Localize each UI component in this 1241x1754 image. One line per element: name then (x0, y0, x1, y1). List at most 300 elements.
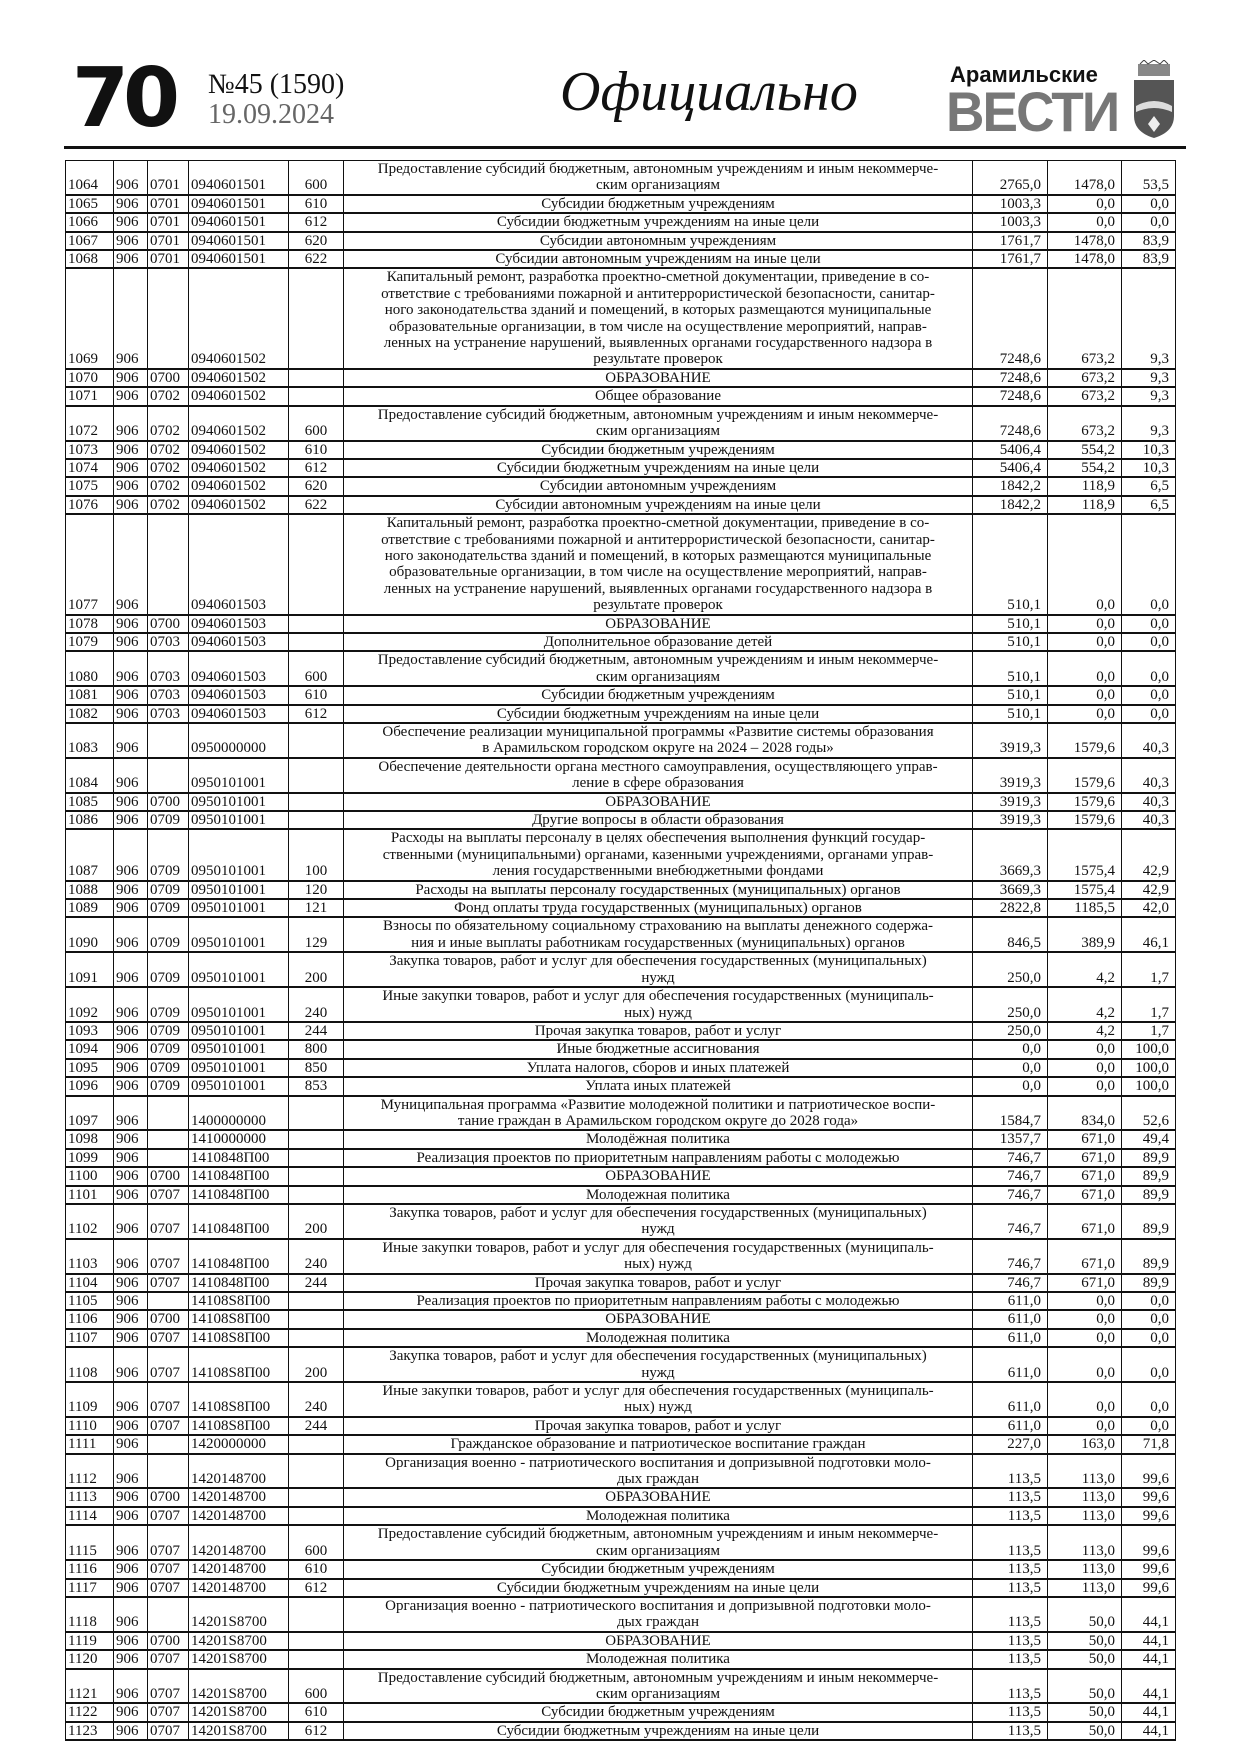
section-code: 0701 (148, 213, 189, 231)
row-number: 1107 (66, 1329, 114, 1347)
section-code (148, 1597, 189, 1632)
target-article: 0940601502 (189, 369, 289, 387)
executed-amount: 0,0 (1048, 686, 1122, 704)
description: Субсидии автономным учреждениям (344, 477, 973, 495)
plan-amount: 510,1 (973, 633, 1048, 651)
executed-amount: 113,0 (1048, 1579, 1122, 1597)
row-number: 1101 (66, 1186, 114, 1204)
target-article: 1420148700 (189, 1454, 289, 1489)
execution-percent: 0,0 (1122, 1292, 1176, 1310)
grbs-code: 906 (114, 952, 148, 987)
plan-amount: 510,1 (973, 651, 1048, 686)
table-row (66, 723, 1176, 758)
grbs-code: 906 (114, 1204, 148, 1239)
target-article: 14201S8700 (189, 1722, 289, 1740)
description: Закупка товаров, работ и услуг для обеспечения государственных (муниципальных) нужд (344, 1204, 973, 1239)
expense-type (289, 723, 344, 758)
executed-amount: 118,9 (1048, 477, 1122, 495)
section-code: 0707 (148, 1703, 189, 1721)
expense-type: 600 (289, 406, 344, 441)
section-code: 0709 (148, 1059, 189, 1077)
target-article: 1410000000 (189, 1130, 289, 1148)
execution-percent: 44,1 (1122, 1703, 1176, 1721)
grbs-code: 906 (114, 387, 148, 405)
executed-amount: 0,0 (1048, 615, 1122, 633)
target-article: 0950101001 (189, 793, 289, 811)
description: Капитальный ремонт, разработка проектно-сметной документации, приведение в со- ответствие с требованиями пожарной и антитеррористической безопасности, санитар- ного законодательства зданий и помещений, в которых размещаются муниципальные образовательные организации, в том числе на осуществление мероприятий, направ- ленных на устранение нарушений, выявленных органами государственного надзора в результате проверок (344, 514, 973, 614)
execution-percent: 53,5 (1122, 161, 1176, 195)
section-code: 0701 (148, 195, 189, 213)
grbs-code: 906 (114, 1597, 148, 1632)
execution-percent: 89,9 (1122, 1239, 1176, 1274)
execution-percent: 0,0 (1122, 1382, 1176, 1417)
table-row (66, 758, 1176, 793)
plan-amount: 611,0 (973, 1329, 1048, 1347)
executed-amount: 1478,0 (1048, 161, 1122, 195)
target-article: 1420148700 (189, 1579, 289, 1597)
expense-type: 120 (289, 881, 344, 899)
table-row (66, 1597, 1176, 1632)
table-row (66, 387, 1176, 405)
execution-percent: 0,0 (1122, 705, 1176, 723)
executed-amount: 671,0 (1048, 1130, 1122, 1148)
execution-percent: 42,9 (1122, 881, 1176, 899)
row-number: 1070 (66, 369, 114, 387)
row-number: 1095 (66, 1059, 114, 1077)
row-number: 1123 (66, 1722, 114, 1740)
target-article: 0950000000 (189, 723, 289, 758)
expense-type: 610 (289, 686, 344, 704)
description: Субсидии бюджетным учреждениям (344, 1703, 973, 1721)
execution-percent: 83,9 (1122, 250, 1176, 268)
target-article: 0940601503 (189, 633, 289, 651)
description: Организация военно - патриотического воспитания и допризывной подготовки моло- дых граждан (344, 1597, 973, 1632)
executed-amount: 0,0 (1048, 1077, 1122, 1095)
row-number: 1099 (66, 1149, 114, 1167)
description: Субсидии бюджетным учреждениям на иные цели (344, 213, 973, 231)
plan-amount: 746,7 (973, 1167, 1048, 1185)
executed-amount: 673,2 (1048, 387, 1122, 405)
description: Расходы на выплаты персоналу государственных (муниципальных) органов (344, 881, 973, 899)
row-number: 1064 (66, 161, 114, 195)
execution-percent: 89,9 (1122, 1149, 1176, 1167)
grbs-code: 906 (114, 441, 148, 459)
table-row (66, 161, 1176, 195)
section-code: 0707 (148, 1507, 189, 1525)
expense-type: 610 (289, 441, 344, 459)
plan-amount: 510,1 (973, 686, 1048, 704)
section-code: 0702 (148, 459, 189, 477)
execution-percent: 0,0 (1122, 195, 1176, 213)
issue-number: №45 (1590) (208, 69, 345, 100)
table-row (66, 1488, 1176, 1506)
description: Молодежная политика (344, 1186, 973, 1204)
executed-amount: 113,0 (1048, 1507, 1122, 1525)
grbs-code: 906 (114, 987, 148, 1022)
execution-percent: 0,0 (1122, 1417, 1176, 1435)
executed-amount: 0,0 (1048, 651, 1122, 686)
target-article: 0950101001 (189, 899, 289, 917)
grbs-code: 906 (114, 811, 148, 829)
description: Прочая закупка товаров, работ и услуг (344, 1274, 973, 1292)
expense-type: 121 (289, 899, 344, 917)
grbs-code: 906 (114, 406, 148, 441)
section-code: 0707 (148, 1560, 189, 1578)
expense-type (289, 633, 344, 651)
grbs-code: 906 (114, 686, 148, 704)
description: Прочая закупка товаров, работ и услуг (344, 1022, 973, 1040)
execution-percent: 46,1 (1122, 917, 1176, 952)
row-number: 1106 (66, 1310, 114, 1328)
target-article: 0940601501 (189, 213, 289, 231)
description: Уплата налогов, сборов и иных платежей (344, 1059, 973, 1077)
grbs-code: 906 (114, 1703, 148, 1721)
plan-amount: 7248,6 (973, 268, 1048, 368)
row-number: 1084 (66, 758, 114, 793)
description: Фонд оплаты труда государственных (муниципальных) органов (344, 899, 973, 917)
description: Субсидии автономным учреждениям на иные цели (344, 496, 973, 514)
section-code: 0700 (148, 369, 189, 387)
plan-amount: 5406,4 (973, 441, 1048, 459)
table-row (66, 1292, 1176, 1310)
executed-amount: 673,2 (1048, 369, 1122, 387)
executed-amount: 0,0 (1048, 1417, 1122, 1435)
table-row (66, 268, 1176, 368)
executed-amount: 0,0 (1048, 1059, 1122, 1077)
description: Гражданское образование и патриотическое воспитание граждан (344, 1435, 973, 1453)
executed-amount: 671,0 (1048, 1149, 1122, 1167)
table-row (66, 213, 1176, 231)
section-code: 0700 (148, 1167, 189, 1185)
target-article: 0940601503 (189, 514, 289, 614)
section-code: 0701 (148, 232, 189, 250)
table-row (66, 881, 1176, 899)
description: ОБРАЗОВАНИЕ (344, 369, 973, 387)
execution-percent: 89,9 (1122, 1186, 1176, 1204)
description: Предоставление субсидий бюджетным, автономным учреждениям и иным некоммерче- ским организациям (344, 1669, 973, 1704)
grbs-code: 906 (114, 651, 148, 686)
row-number: 1108 (66, 1347, 114, 1382)
description: ОБРАЗОВАНИЕ (344, 1632, 973, 1650)
expense-type (289, 1507, 344, 1525)
executed-amount: 671,0 (1048, 1167, 1122, 1185)
row-number: 1097 (66, 1096, 114, 1131)
table-row (66, 232, 1176, 250)
expense-type (289, 615, 344, 633)
executed-amount: 671,0 (1048, 1239, 1122, 1274)
section-code (148, 1149, 189, 1167)
expense-type: 244 (289, 1417, 344, 1435)
section-code: 0709 (148, 987, 189, 1022)
plan-amount: 3919,3 (973, 811, 1048, 829)
row-number: 1113 (66, 1488, 114, 1506)
target-article: 1400000000 (189, 1096, 289, 1131)
row-number: 1087 (66, 829, 114, 880)
executed-amount: 50,0 (1048, 1669, 1122, 1704)
expense-type (289, 793, 344, 811)
plan-amount: 3919,3 (973, 758, 1048, 793)
execution-percent: 100,0 (1122, 1077, 1176, 1095)
execution-percent: 0,0 (1122, 1310, 1176, 1328)
plan-amount: 746,7 (973, 1149, 1048, 1167)
description: Иные закупки товаров, работ и услуг для обеспечения государственных (муниципаль- ных) нужд (344, 1239, 973, 1274)
expense-type (289, 758, 344, 793)
plan-amount: 1003,3 (973, 195, 1048, 213)
executed-amount: 1579,6 (1048, 811, 1122, 829)
expense-type: 129 (289, 917, 344, 952)
description: Предоставление субсидий бюджетным, автономным учреждениям и иным некоммерче- ским организациям (344, 406, 973, 441)
plan-amount: 3919,3 (973, 723, 1048, 758)
row-number: 1103 (66, 1239, 114, 1274)
grbs-code: 906 (114, 213, 148, 231)
execution-percent: 0,0 (1122, 651, 1176, 686)
plan-amount: 250,0 (973, 987, 1048, 1022)
execution-percent: 40,3 (1122, 758, 1176, 793)
table-row (66, 1579, 1176, 1597)
table-row (66, 1204, 1176, 1239)
table-row (66, 1669, 1176, 1704)
description: Субсидии бюджетным учреждениям (344, 441, 973, 459)
section-code: 0709 (148, 1022, 189, 1040)
description: Предоставление субсидий бюджетным, автономным учреждениям и иным некоммерче- ским организациям (344, 651, 973, 686)
row-number: 1074 (66, 459, 114, 477)
plan-amount: 0,0 (973, 1059, 1048, 1077)
grbs-code: 906 (114, 1525, 148, 1560)
row-number: 1117 (66, 1579, 114, 1597)
execution-percent: 99,6 (1122, 1525, 1176, 1560)
section-title: Официально (560, 61, 858, 123)
description: Субсидии бюджетным учреждениям на иные цели (344, 1722, 973, 1740)
table-row (66, 1096, 1176, 1131)
expense-type: 600 (289, 1669, 344, 1704)
grbs-code: 906 (114, 615, 148, 633)
plan-amount: 113,5 (973, 1650, 1048, 1668)
grbs-code: 906 (114, 1239, 148, 1274)
expense-type (289, 1488, 344, 1506)
execution-percent: 0,0 (1122, 1347, 1176, 1382)
table-row (66, 1239, 1176, 1274)
executed-amount: 1478,0 (1048, 250, 1122, 268)
target-article: 0940601503 (189, 615, 289, 633)
table-row (66, 477, 1176, 495)
row-number: 1078 (66, 615, 114, 633)
execution-percent: 71,8 (1122, 1435, 1176, 1453)
section-code: 0703 (148, 651, 189, 686)
section-code: 0700 (148, 1632, 189, 1650)
executed-amount: 673,2 (1048, 406, 1122, 441)
executed-amount: 0,0 (1048, 1292, 1122, 1310)
grbs-code: 906 (114, 250, 148, 268)
section-code: 0709 (148, 899, 189, 917)
plan-amount: 113,5 (973, 1722, 1048, 1740)
expense-type (289, 1310, 344, 1328)
target-article: 0940601503 (189, 651, 289, 686)
table-row (66, 793, 1176, 811)
description: ОБРАЗОВАНИЕ (344, 1167, 973, 1185)
grbs-code: 906 (114, 1167, 148, 1185)
target-article: 14201S8700 (189, 1597, 289, 1632)
expense-type (289, 1454, 344, 1489)
executed-amount: 1575,4 (1048, 829, 1122, 880)
plan-amount: 746,7 (973, 1274, 1048, 1292)
grbs-code: 906 (114, 1454, 148, 1489)
description: Прочая закупка товаров, работ и услуг (344, 1417, 973, 1435)
expense-type (289, 1329, 344, 1347)
executed-amount: 0,0 (1048, 1040, 1122, 1058)
execution-percent: 44,1 (1122, 1597, 1176, 1632)
description: ОБРАЗОВАНИЕ (344, 1310, 973, 1328)
plan-amount: 611,0 (973, 1347, 1048, 1382)
grbs-code: 906 (114, 1579, 148, 1597)
section-code: 0707 (148, 1417, 189, 1435)
row-number: 1111 (66, 1435, 114, 1453)
section-code: 0707 (148, 1239, 189, 1274)
plan-amount: 1584,7 (973, 1096, 1048, 1131)
description: Субсидии автономным учреждениям на иные цели (344, 250, 973, 268)
target-article: 1410848П00 (189, 1204, 289, 1239)
description: Обеспечение реализации муниципальной программы «Развитие системы образования в Арамильском городском округе на 2024 – 2028 годы» (344, 723, 973, 758)
grbs-code: 906 (114, 369, 148, 387)
execution-percent: 6,5 (1122, 496, 1176, 514)
target-article: 0950101001 (189, 829, 289, 880)
grbs-code: 906 (114, 1560, 148, 1578)
target-article: 0950101001 (189, 758, 289, 793)
section-code: 0707 (148, 1722, 189, 1740)
plan-amount: 113,5 (973, 1632, 1048, 1650)
row-number: 1096 (66, 1077, 114, 1095)
table-row (66, 651, 1176, 686)
table-row (66, 441, 1176, 459)
row-number: 1082 (66, 705, 114, 723)
budget-table (65, 160, 1176, 1741)
executed-amount: 554,2 (1048, 441, 1122, 459)
expense-type (289, 1597, 344, 1632)
expense-type: 612 (289, 1722, 344, 1740)
coat-of-arms-icon (1130, 60, 1178, 138)
plan-amount: 5406,4 (973, 459, 1048, 477)
expense-type: 800 (289, 1040, 344, 1058)
section-code: 0700 (148, 793, 189, 811)
table-row (66, 899, 1176, 917)
section-code: 0707 (148, 1329, 189, 1347)
logo-top-text: Арамильские (950, 62, 1098, 87)
execution-percent: 100,0 (1122, 1059, 1176, 1077)
section-code: 0703 (148, 705, 189, 723)
expense-type: 612 (289, 459, 344, 477)
table-row (66, 250, 1176, 268)
grbs-code: 906 (114, 232, 148, 250)
plan-amount: 1842,2 (973, 496, 1048, 514)
expense-type: 610 (289, 195, 344, 213)
executed-amount: 50,0 (1048, 1722, 1122, 1740)
expense-type: 600 (289, 651, 344, 686)
row-number: 1075 (66, 477, 114, 495)
grbs-code: 906 (114, 1059, 148, 1077)
description: Иные закупки товаров, работ и услуг для обеспечения государственных (муниципаль- ных) нужд (344, 1382, 973, 1417)
executed-amount: 50,0 (1048, 1650, 1122, 1668)
table-row (66, 406, 1176, 441)
grbs-code: 906 (114, 514, 148, 614)
plan-amount: 250,0 (973, 1022, 1048, 1040)
execution-percent: 0,0 (1122, 514, 1176, 614)
table-row (66, 1632, 1176, 1650)
section-code: 0703 (148, 633, 189, 651)
expense-type: 610 (289, 1560, 344, 1578)
executed-amount: 1579,6 (1048, 723, 1122, 758)
table-row (66, 1186, 1176, 1204)
target-article: 1420148700 (189, 1560, 289, 1578)
row-number: 1120 (66, 1650, 114, 1668)
section-code: 0701 (148, 161, 189, 195)
expense-type: 200 (289, 952, 344, 987)
section-code: 0707 (148, 1650, 189, 1668)
execution-percent: 0,0 (1122, 633, 1176, 651)
grbs-code: 906 (114, 195, 148, 213)
plan-amount: 746,7 (973, 1186, 1048, 1204)
plan-amount: 2822,8 (973, 899, 1048, 917)
grbs-code: 906 (114, 1650, 148, 1668)
executed-amount: 671,0 (1048, 1204, 1122, 1239)
plan-amount: 1761,7 (973, 250, 1048, 268)
table-row (66, 1040, 1176, 1058)
table-row (66, 1167, 1176, 1185)
plan-amount: 510,1 (973, 705, 1048, 723)
row-number: 1071 (66, 387, 114, 405)
target-article: 0950101001 (189, 1040, 289, 1058)
target-article: 1410848П00 (189, 1274, 289, 1292)
expense-type: 622 (289, 250, 344, 268)
executed-amount: 50,0 (1048, 1703, 1122, 1721)
description: ОБРАЗОВАНИЕ (344, 615, 973, 633)
description: Реализация проектов по приоритетным направлениям работы с молодежью (344, 1149, 973, 1167)
target-article: 0940601502 (189, 477, 289, 495)
row-number: 1119 (66, 1632, 114, 1650)
executed-amount: 0,0 (1048, 1310, 1122, 1328)
row-number: 1090 (66, 917, 114, 952)
target-article: 0940601501 (189, 232, 289, 250)
expense-type (289, 1149, 344, 1167)
executed-amount: 4,2 (1048, 1022, 1122, 1040)
grbs-code: 906 (114, 1382, 148, 1417)
target-article: 14108S8П00 (189, 1417, 289, 1435)
section-code: 0709 (148, 917, 189, 952)
grbs-code: 906 (114, 1488, 148, 1506)
grbs-code: 906 (114, 917, 148, 952)
plan-amount: 0,0 (973, 1077, 1048, 1095)
executed-amount: 113,0 (1048, 1454, 1122, 1489)
description: Организация военно - патриотического воспитания и допризывной подготовки моло- дых граждан (344, 1454, 973, 1489)
execution-percent: 10,3 (1122, 459, 1176, 477)
grbs-code: 906 (114, 1632, 148, 1650)
row-number: 1115 (66, 1525, 114, 1560)
target-article: 14201S8700 (189, 1669, 289, 1704)
executed-amount: 671,0 (1048, 1274, 1122, 1292)
plan-amount: 746,7 (973, 1204, 1048, 1239)
row-number: 1085 (66, 793, 114, 811)
section-code (148, 1130, 189, 1148)
row-number: 1112 (66, 1454, 114, 1489)
table-row (66, 811, 1176, 829)
execution-percent: 1,7 (1122, 952, 1176, 987)
row-number: 1069 (66, 268, 114, 368)
description: Молодёжная политика (344, 1130, 973, 1148)
execution-percent: 99,6 (1122, 1507, 1176, 1525)
row-number: 1104 (66, 1274, 114, 1292)
plan-amount: 1842,2 (973, 477, 1048, 495)
execution-percent: 44,1 (1122, 1669, 1176, 1704)
row-number: 1088 (66, 881, 114, 899)
description: Субсидии бюджетным учреждениям (344, 195, 973, 213)
